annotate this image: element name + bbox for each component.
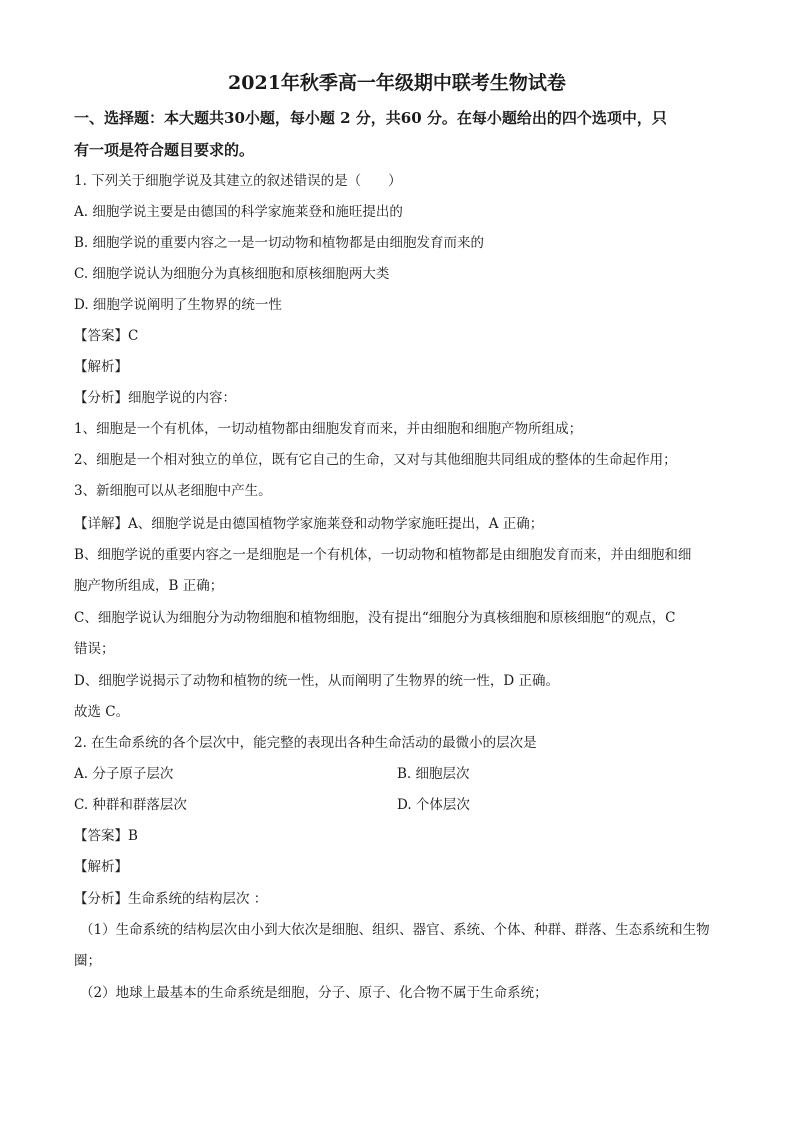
q2-option-c: C. 种群和群落层次 bbox=[74, 797, 187, 813]
q1-point-3: 3、新细胞可以从老细胞中产生。 bbox=[74, 483, 272, 499]
q1-choice: 故选 C。 bbox=[74, 704, 130, 720]
q1-option-a: A. 细胞学说主要是由德国的科学家施莱登和施旺提出的 bbox=[74, 204, 403, 220]
q1-detail-c-line2: 错误； bbox=[74, 641, 115, 657]
q1-detail-b-line2: 胞产物所组成，B 正确； bbox=[74, 578, 224, 594]
exam-title: 2021年秋季高一年级期中联考生物试卷 bbox=[228, 72, 566, 94]
q1-detail-b-line1: B、细胞学说的重要内容之一是细胞是一个有机体，一切动物和植物都是由细胞发育而来，并由细胞和细 bbox=[74, 547, 692, 563]
q1-analysis-label: 【解析】 bbox=[74, 359, 128, 375]
q1-point-2: 2、细胞是一个相对独立的单位，既有它自己的生命，又对与其他细胞共同组成的整体的生命起作用； bbox=[74, 452, 677, 468]
q1-option-c: C. 细胞学说认为细胞分为真核细胞和原核细胞两大类 bbox=[74, 266, 390, 282]
q1-stem: 1. 下列关于细胞学说及其建立的叙述错误的是（ ） bbox=[74, 173, 402, 189]
q1-point-1: 1、细胞是一个有机体，一切动植物都由细胞发育而来，并由细胞和细胞产物所组成； bbox=[74, 421, 583, 437]
q2-fenxi: 【分析】生命系统的结构层次 ： bbox=[74, 891, 268, 907]
q1-answer: 【答案】C bbox=[74, 328, 139, 344]
section-heading-line1: 一、选择题：本大题共30小题，每小题 2 分，共60 分。在每小题给出的四个选项中，只 bbox=[74, 109, 667, 127]
q2-point-1-line1: （1）生命系统的结构层次由小到大依次是细胞、组织、器官、系统、个体、种群、群落、生态系统和生物 bbox=[80, 922, 710, 938]
q1-option-d: D. 细胞学说阐明了生物界的统一性 bbox=[74, 297, 282, 313]
section-heading-line2: 有一项是符合题目要求的。 bbox=[74, 141, 255, 159]
q2-option-b: B. 细胞层次 bbox=[397, 766, 470, 782]
q2-option-d: D. 个体层次 bbox=[397, 797, 470, 813]
q1-option-b: B. 细胞学说的重要内容之一是一切动物和植物都是由细胞发育而来的 bbox=[74, 235, 485, 251]
q1-detail-d: D、细胞学说揭示了动物和植物的统一性，从而阐明了生物界的统一性，D 正确。 bbox=[74, 673, 559, 689]
q2-answer: 【答案】B bbox=[74, 828, 138, 844]
q1-detail-a: 【详解】A、细胞学说是由德国植物学家施莱登和动物学家施旺提出，A 正确； bbox=[74, 516, 544, 532]
q1-detail-c-line1: C、细胞学说认为细胞分为动物细胞和植物细胞，没有提出“细胞分为真核细胞和原核细胞“的观点，C bbox=[74, 610, 676, 626]
q2-analysis-label: 【解析】 bbox=[74, 859, 128, 875]
q2-option-a: A. 分子原子层次 bbox=[74, 766, 174, 782]
q2-point-1-line2: 圈； bbox=[74, 953, 101, 969]
q1-fenxi: 【分析】细胞学说的内容： bbox=[74, 390, 236, 406]
q2-stem: 2. 在生命系统的各个层次中，能完整的表现出各种生命活动的最微小的层次是 bbox=[74, 735, 537, 751]
q2-point-2: （2）地球上最基本的生命系统是细胞，分子、原子、化合物不属于生命系统； bbox=[80, 985, 548, 1001]
